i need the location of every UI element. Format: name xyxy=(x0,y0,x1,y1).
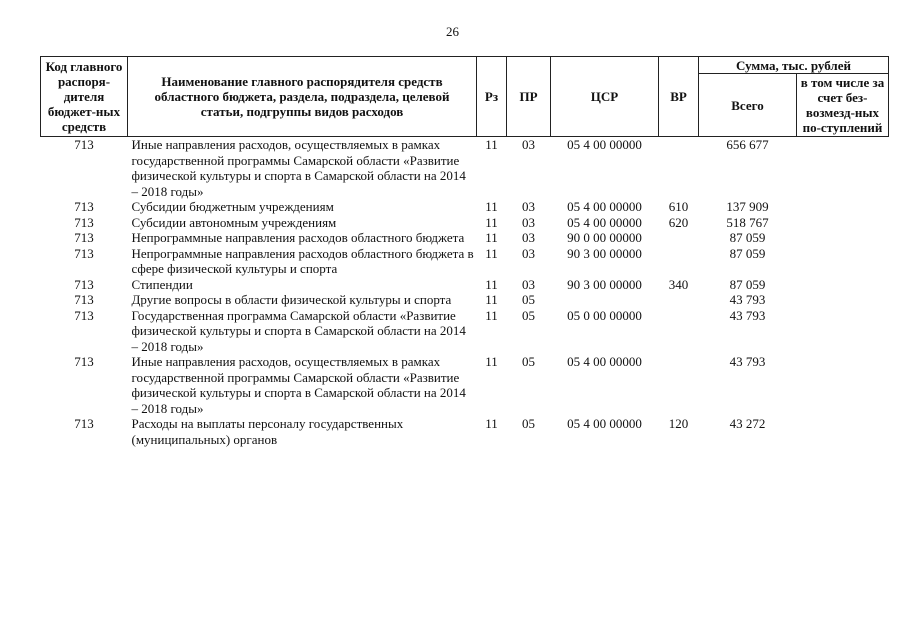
cell-code: 713 xyxy=(74,276,94,292)
cell-vr: 610 xyxy=(668,199,689,214)
cell-csr: 05 4 00 00000 xyxy=(567,416,642,431)
cell-including xyxy=(797,292,889,308)
cell-including xyxy=(797,277,889,293)
header-rz: Рз xyxy=(477,57,507,137)
cell-vr: 340 xyxy=(668,276,689,292)
cell-name: Стипендии xyxy=(131,276,193,292)
cell-total: 518 767 xyxy=(726,214,769,230)
cell-code: 713 xyxy=(74,137,94,152)
cell-code: 713 xyxy=(74,199,94,214)
cell-total: 43 272 xyxy=(729,416,766,431)
cell-name: Субсидии бюджетным учреждениям xyxy=(131,199,334,214)
cell-rz: 11 xyxy=(485,245,498,261)
header-code: Код главного распоря-дителя бюджет-ных средств xyxy=(41,57,128,137)
cell-rz: 11 xyxy=(485,292,498,307)
table-row xyxy=(41,354,889,416)
cell-including xyxy=(797,308,889,355)
cell-including xyxy=(797,354,889,416)
cell-code: 713 xyxy=(74,354,94,369)
cell-total: 43 793 xyxy=(729,354,766,369)
cell-rz: 11 xyxy=(485,199,498,214)
table-row xyxy=(41,199,889,215)
cell-rz: 11 xyxy=(485,214,498,230)
cell-including xyxy=(797,215,889,231)
cell-csr: 05 4 00 00000 xyxy=(567,199,642,214)
cell-pr: 03 xyxy=(522,245,535,261)
cell-code: 713 xyxy=(74,416,94,431)
cell-including xyxy=(797,230,889,246)
cell-vr: 120 xyxy=(668,416,689,431)
cell-name: Иные направления расходов, осуществляемых в рамках государственной программы Самарской области «Развитие физической культуры и спорта в Самарской области на 2014 – 2018 годы» xyxy=(131,137,466,199)
cell-pr: 05 xyxy=(522,416,535,431)
cell-name: Государственная программа Самарской области «Развитие физической культуры и спорта в Самарской области на 2014 – 2018 годы» xyxy=(131,307,466,354)
cell-code: 713 xyxy=(74,245,94,261)
header-name: Наименование главного распорядителя средств областного бюджета, раздела, подраздела, целевой статьи, подгруппы видов расходов xyxy=(128,57,477,137)
cell-pr: 03 xyxy=(522,137,535,152)
table-body xyxy=(41,137,889,448)
cell-pr: 05 xyxy=(522,354,535,369)
cell-pr: 03 xyxy=(522,214,535,230)
header-csr: ЦСР xyxy=(551,57,659,137)
cell-including xyxy=(797,416,889,447)
cell-vr xyxy=(659,308,699,355)
cell-total: 87 059 xyxy=(729,276,766,292)
cell-pr: 05 xyxy=(522,307,535,323)
table-row xyxy=(41,137,889,200)
header-including: в том числе за счет без-возмезд-ных по-ступлений xyxy=(797,74,889,137)
cell-name: Непрограммные направления расходов областного бюджета xyxy=(131,230,465,245)
table-row xyxy=(41,230,889,246)
table-row xyxy=(41,215,889,231)
cell-total: 43 793 xyxy=(729,307,766,323)
cell-vr xyxy=(659,354,699,416)
cell-rz: 11 xyxy=(485,307,498,323)
cell-including xyxy=(797,199,889,215)
cell-pr: 03 xyxy=(522,230,535,245)
cell-rz: 11 xyxy=(485,416,498,431)
table-row xyxy=(41,277,889,293)
cell-rz: 11 xyxy=(485,276,498,292)
cell-vr xyxy=(659,246,699,277)
cell-csr: 90 3 00 00000 xyxy=(567,245,642,261)
cell-pr: 05 xyxy=(522,292,535,307)
table-row xyxy=(41,416,889,447)
header-sum: Сумма, тыс. рублей xyxy=(699,57,889,74)
cell-pr: 03 xyxy=(522,199,535,214)
cell-rz: 11 xyxy=(485,230,498,245)
table-row xyxy=(41,292,889,308)
cell-including xyxy=(797,137,889,200)
cell-name: Иные направления расходов, осуществляемых в рамках государственной программы Самарской области «Развитие физической культуры и спорта в Самарской области на 2014 – 2018 годы» xyxy=(131,354,466,416)
cell-csr: 05 0 00 00000 xyxy=(567,307,642,323)
cell-csr: 05 4 00 00000 xyxy=(567,214,642,230)
cell-pr: 03 xyxy=(522,276,535,292)
cell-csr: 05 4 00 00000 xyxy=(567,137,642,152)
cell-vr xyxy=(659,292,699,308)
cell-csr: 90 0 00 00000 xyxy=(567,230,642,245)
cell-csr: 90 3 00 00000 xyxy=(567,276,642,292)
header-pr: ПР xyxy=(507,57,551,137)
cell-total: 87 059 xyxy=(729,230,766,245)
cell-name: Субсидии автономным учреждениям xyxy=(131,214,337,230)
header-total: Всего xyxy=(699,74,797,137)
cell-total: 87 059 xyxy=(729,245,766,261)
cell-name: Непрограммные направления расходов областного бюджета в сфере физической культуры и спорта xyxy=(131,245,474,276)
table-row xyxy=(41,246,889,277)
page-number: 26 xyxy=(446,24,459,39)
cell-code: 713 xyxy=(74,292,94,307)
cell-vr: 620 xyxy=(668,214,689,230)
cell-including xyxy=(797,246,889,277)
cell-csr: 05 4 00 00000 xyxy=(567,354,642,369)
cell-rz: 11 xyxy=(485,354,498,369)
cell-name: Расходы на выплаты персоналу государственных (муниципальных) органов xyxy=(131,416,404,447)
cell-total: 656 677 xyxy=(726,137,769,152)
cell-total: 137 909 xyxy=(726,199,769,214)
budget-table xyxy=(40,56,889,447)
header-vr: ВР xyxy=(659,57,699,137)
cell-vr xyxy=(659,137,699,200)
cell-vr xyxy=(659,230,699,246)
cell-total: 43 793 xyxy=(729,292,766,307)
table-header xyxy=(41,57,889,137)
cell-csr xyxy=(551,292,659,308)
table-row xyxy=(41,308,889,355)
cell-name: Другие вопросы в области физической культуры и спорта xyxy=(131,292,452,307)
cell-code: 713 xyxy=(74,307,94,323)
cell-code: 713 xyxy=(74,214,94,230)
cell-rz: 11 xyxy=(485,137,498,152)
cell-code: 713 xyxy=(74,230,94,245)
